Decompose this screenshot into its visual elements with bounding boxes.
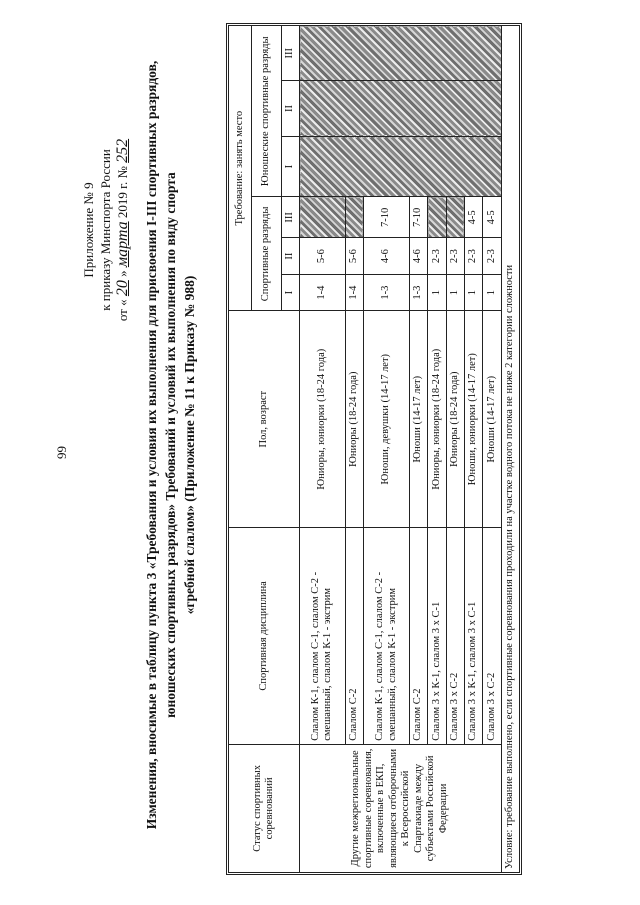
header-sport-ranks: Спортивные разряды — [251, 197, 281, 311]
table-row: Слалом С-2 Юноши (14-17 лет) 1-3 4-6 7-10 — [409, 26, 427, 873]
header-youth-3: III — [281, 26, 299, 81]
header-youth-1: I — [281, 136, 299, 197]
appendix-date: от « 20 » марта 2019 г. № 252 — [114, 138, 131, 322]
condition-text: Условие: требование выполнено, если спортивные соревнования проходили на участке водного потока не ниже 2 категории сложности — [501, 26, 519, 873]
status-cell: Другие межрегиональные спортивные соревнования, включенные в ЕКП, являющиеся отборочными к Всероссийской Спартакиаде между субъектами Российской Федерации — [300, 744, 502, 872]
appendix-block — [80, 100, 131, 360]
header-gender-age: Пол, возраст — [229, 311, 300, 528]
handwritten-number: 252 — [114, 138, 131, 163]
table-row: Слалом 3 х К-1, слалом 3 х С-1 Юниоры, юниорки (18-24 года) 1 2-3 — [428, 26, 446, 873]
table-row: Слалом 3 х С-2 Юниоры (18-24 года) 1 2-3 — [446, 26, 464, 873]
header-rank-3: III — [281, 197, 299, 238]
table-row: Слалом С-2 Юниоры (18-24 года) 1-4 5-6 — [345, 26, 363, 873]
table-row: Слалом 3 х К-1, слалом 3 х С-1 Юноши, юниорки (14-17 лет) 1 2-3 4-5 — [464, 26, 482, 873]
header-discipline: Спортивная дисциплина — [229, 528, 300, 745]
handwritten-day: 20 — [114, 280, 131, 297]
appendix-order: к приказу Минспорта России — [98, 149, 113, 311]
appendix-title: Приложение № 9 — [81, 182, 96, 278]
document-title: Изменения, вносимые в таблицу пункта 3 «Требования и условия их выполнения для присвоения I-III спортивных разрядов, юношеских спортивных разрядов» Требований и условий их выполнения по виду спорта «гребной слалом» (Приложение № 11 к Приказу № 988) — [144, 60, 197, 830]
header-status: Статус спортивных соревнований — [229, 744, 300, 872]
header-youth-2: II — [281, 81, 299, 136]
handwritten-month: марта — [114, 221, 131, 268]
youth-rank-1-cells — [300, 136, 502, 197]
table-row: Слалом К-1, слалом С-1, слалом С-2 - смешанный, слалом К-1 - экстрим Юноши, девушки (14-17 лет) 1-3 4-6 7-10 — [364, 26, 410, 873]
header-youth-ranks: Юношеские спортивные разряды — [251, 26, 281, 197]
requirements-table — [228, 25, 520, 873]
header-rank-1: I — [281, 274, 299, 310]
page-number: 99 — [54, 446, 69, 459]
youth-rank-2-cells — [300, 81, 502, 136]
header-requirement: Требование: занять место — [229, 26, 252, 311]
table-row: Слалом 3 х С-2 Юноши (14-17 лет) 1 2-3 4-5 — [483, 26, 501, 873]
condition-row — [501, 26, 519, 873]
header-rank-2: II — [281, 238, 299, 274]
youth-rank-3-cells — [300, 26, 502, 81]
table-row: Другие межрегиональные спортивные соревнования, включенные в ЕКП, являющиеся отборочными к Всероссийской Спартакиаде между субъектами Российской Федерации Слалом К-1, слалом С-1, слалом С-2 - смешанный, слалом К-1 - экстрим Юниоры, юниорки (18-24 года) 1-4 5-6 — [300, 26, 346, 873]
